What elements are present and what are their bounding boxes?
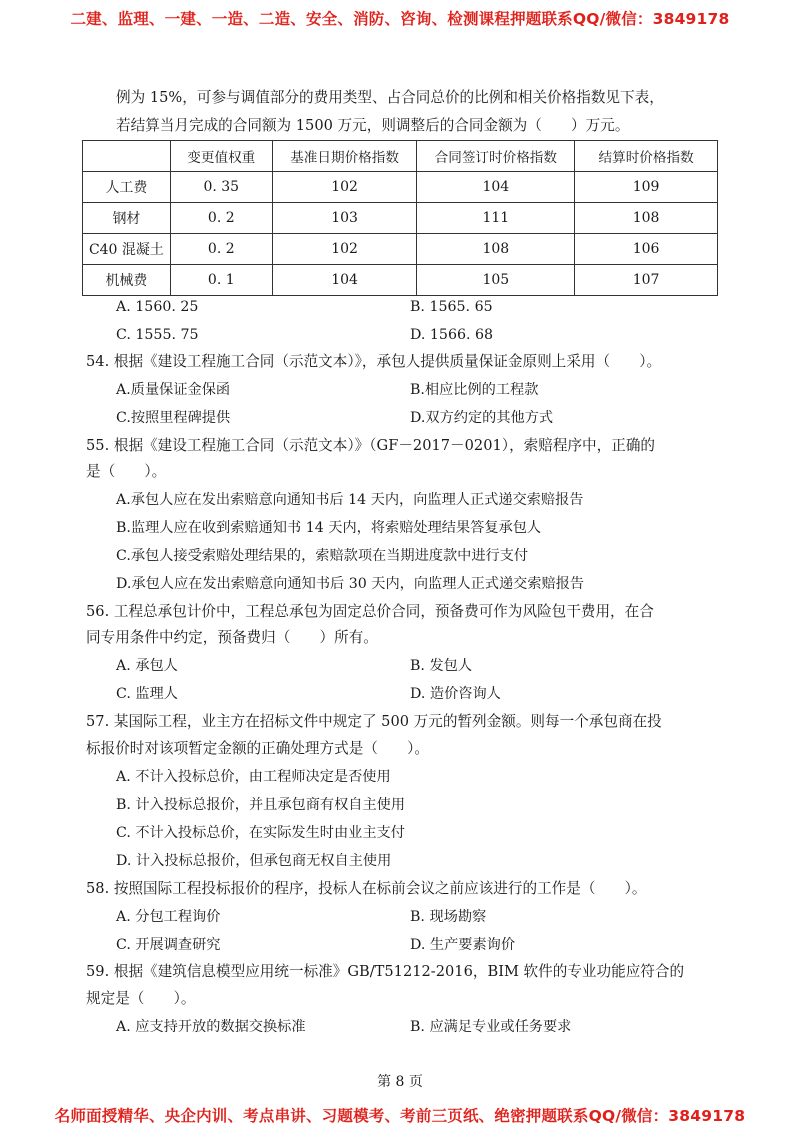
q59-option-b: B. 应满足专业或任务要求 [410,1019,572,1035]
table-cell: 0. 2 [170,234,272,265]
table-cell: 108 [417,234,575,265]
table-row [83,265,718,296]
table-cell: 107 [575,265,718,296]
table-cell: 104 [272,265,417,296]
q55-option-d: D.承包人应在发出索赔意向通知书后 30 天内，向监理人正式递交索赔报告 [116,576,585,592]
watermark-stamp: ​ [598,215,602,222]
page-number: 第 8 页 [377,1074,423,1090]
table-header-row [83,141,718,172]
q55-option-b: B.监理人应在收到索赔通知书 14 天内，将索赔处理结果答复承包人 [116,520,542,536]
q55-stem-line2: 是（ ）。 [86,463,167,480]
table-cell: 0. 2 [170,203,272,234]
q58-stem: 58. 按照国际工程投标报价的程序，投标人在标前会议之前应该进行的工作是（ ）。 [86,880,647,897]
price-index-table [82,140,718,296]
q58-option-b: B. 现场勘察 [410,909,487,925]
table-row [83,172,718,203]
q58-option-a: A. 分包工程询价 [116,909,221,925]
table-cell: 0. 1 [170,265,272,296]
table-header-cell: 结算时价格指数 [575,141,718,172]
table-cell: 108 [575,203,718,234]
q54-option-a: A.质量保证金保函 [116,382,231,398]
q53-option-b: B. 1565. 65 [410,299,493,315]
q58-option-c: C. 开展调查研究 [116,937,221,953]
table-cell: 104 [417,172,575,203]
q53-option-a: A. 1560. 25 [116,299,199,315]
q59-stem-line1: 59. 根据《建筑信息模型应用统一标准》GB/T51212-2016，BIM 软件的专业功能应符合的 [86,963,685,980]
q53-stem-line2: 若结算当月完成的合同额为 1500 万元，则调整后的合同金额为（ ）万元。 [116,117,630,134]
q57-stem-line2: 标报价时对该项暂定金额的正确处理方式是（ ）。 [86,740,429,757]
table-header-cell: 变更值权重 [170,141,272,172]
table-cell: 105 [417,265,575,296]
q57-option-a: A. 不计入投标总价，由工程师决定是否使用 [116,769,391,785]
q59-stem-line2: 规定是（ ）。 [86,990,196,1007]
q53-option-d: D. 1566. 68 [410,327,494,343]
table-cell: C40 混凝土 [83,234,171,265]
q54-option-c: C.按照里程碑提供 [116,410,231,426]
q53-stem-line1: 例为 15%，可参与调值部分的费用类型、占合同总价的比例和相关价格指数见下表， [116,89,664,106]
bottom-contact-banner: 名师面授精华、央企内训、考点串讲、习题模考、考前三页纸、绝密押题联系QQ/微信：3849178 [54,1107,746,1125]
q54-option-d: D.双方约定的其他方式 [410,410,554,426]
table-cell: 102 [272,172,417,203]
table-header-cell: 基准日期价格指数 [272,141,417,172]
table-cell: 103 [272,203,417,234]
q56-option-b: B. 发包人 [410,658,473,674]
q57-option-d: D. 计入投标总报价，但承包商无权自主使用 [116,853,392,869]
q56-option-a: A. 承包人 [116,658,178,674]
table-cell: 机械费 [83,265,171,296]
q54-stem: 54. 根据《建设工程施工合同（示范文本）》，承包人提供质量保证金原则上采用（ ）。 [86,353,662,370]
q55-option-a: A.承包人应在发出索赔意向通知书后 14 天内，向监理人正式递交索赔报告 [116,492,584,508]
q57-stem-line1: 57. 某国际工程，业主方在招标文件中规定了 500 万元的暂列金额。则每一个承包商在投 [86,713,662,730]
table-header-cell: 合同签订时价格指数 [417,141,575,172]
table-row [83,234,718,265]
table-cell: 111 [417,203,575,234]
q59-option-a: A. 应支持开放的数据交换标准 [116,1019,306,1035]
table-cell: 102 [272,234,417,265]
table-cell: 109 [575,172,718,203]
q55-stem-line1: 55. 根据《建设工程施工合同（示范文本）》（GF－2017－0201），索赔程序中，正确的 [86,437,656,454]
q56-stem-line2: 同专用条件中约定，预备费归（ ）所有。 [86,629,378,646]
table-cell: 0. 35 [170,172,272,203]
q57-option-b: B. 计入投标总报价，并且承包商有权自主使用 [116,797,406,813]
table-cell: 钢材 [83,203,171,234]
table-cell: 106 [575,234,718,265]
q56-stem-line1: 56. 工程总承包计价中，工程总承包为固定总价合同，预备费可作为风险包干费用，在合 [86,603,654,620]
q56-option-d: D. 造价咨询人 [410,686,501,702]
table-row [83,203,718,234]
table-header-cell [83,141,171,172]
q54-option-b: B.相应比例的工程款 [410,382,539,398]
q56-option-c: C. 监理人 [116,686,178,702]
q55-option-c: C.承包人接受索赔处理结果的，索赔款项在当期进度款中进行支付 [116,548,529,564]
top-contact-banner: 二建、监理、一建、一造、二造、安全、消防、咨询、检测课程押题联系QQ/微信：3849178 [70,10,730,28]
watermark-stamp: ​ [267,290,273,297]
q53-option-c: C. 1555. 75 [116,327,199,343]
q57-option-c: C. 不计入投标总价，在实际发生时由业主支付 [116,825,405,841]
q58-option-d: D. 生产要素询价 [410,937,516,953]
table-cell: 人工费 [83,172,171,203]
